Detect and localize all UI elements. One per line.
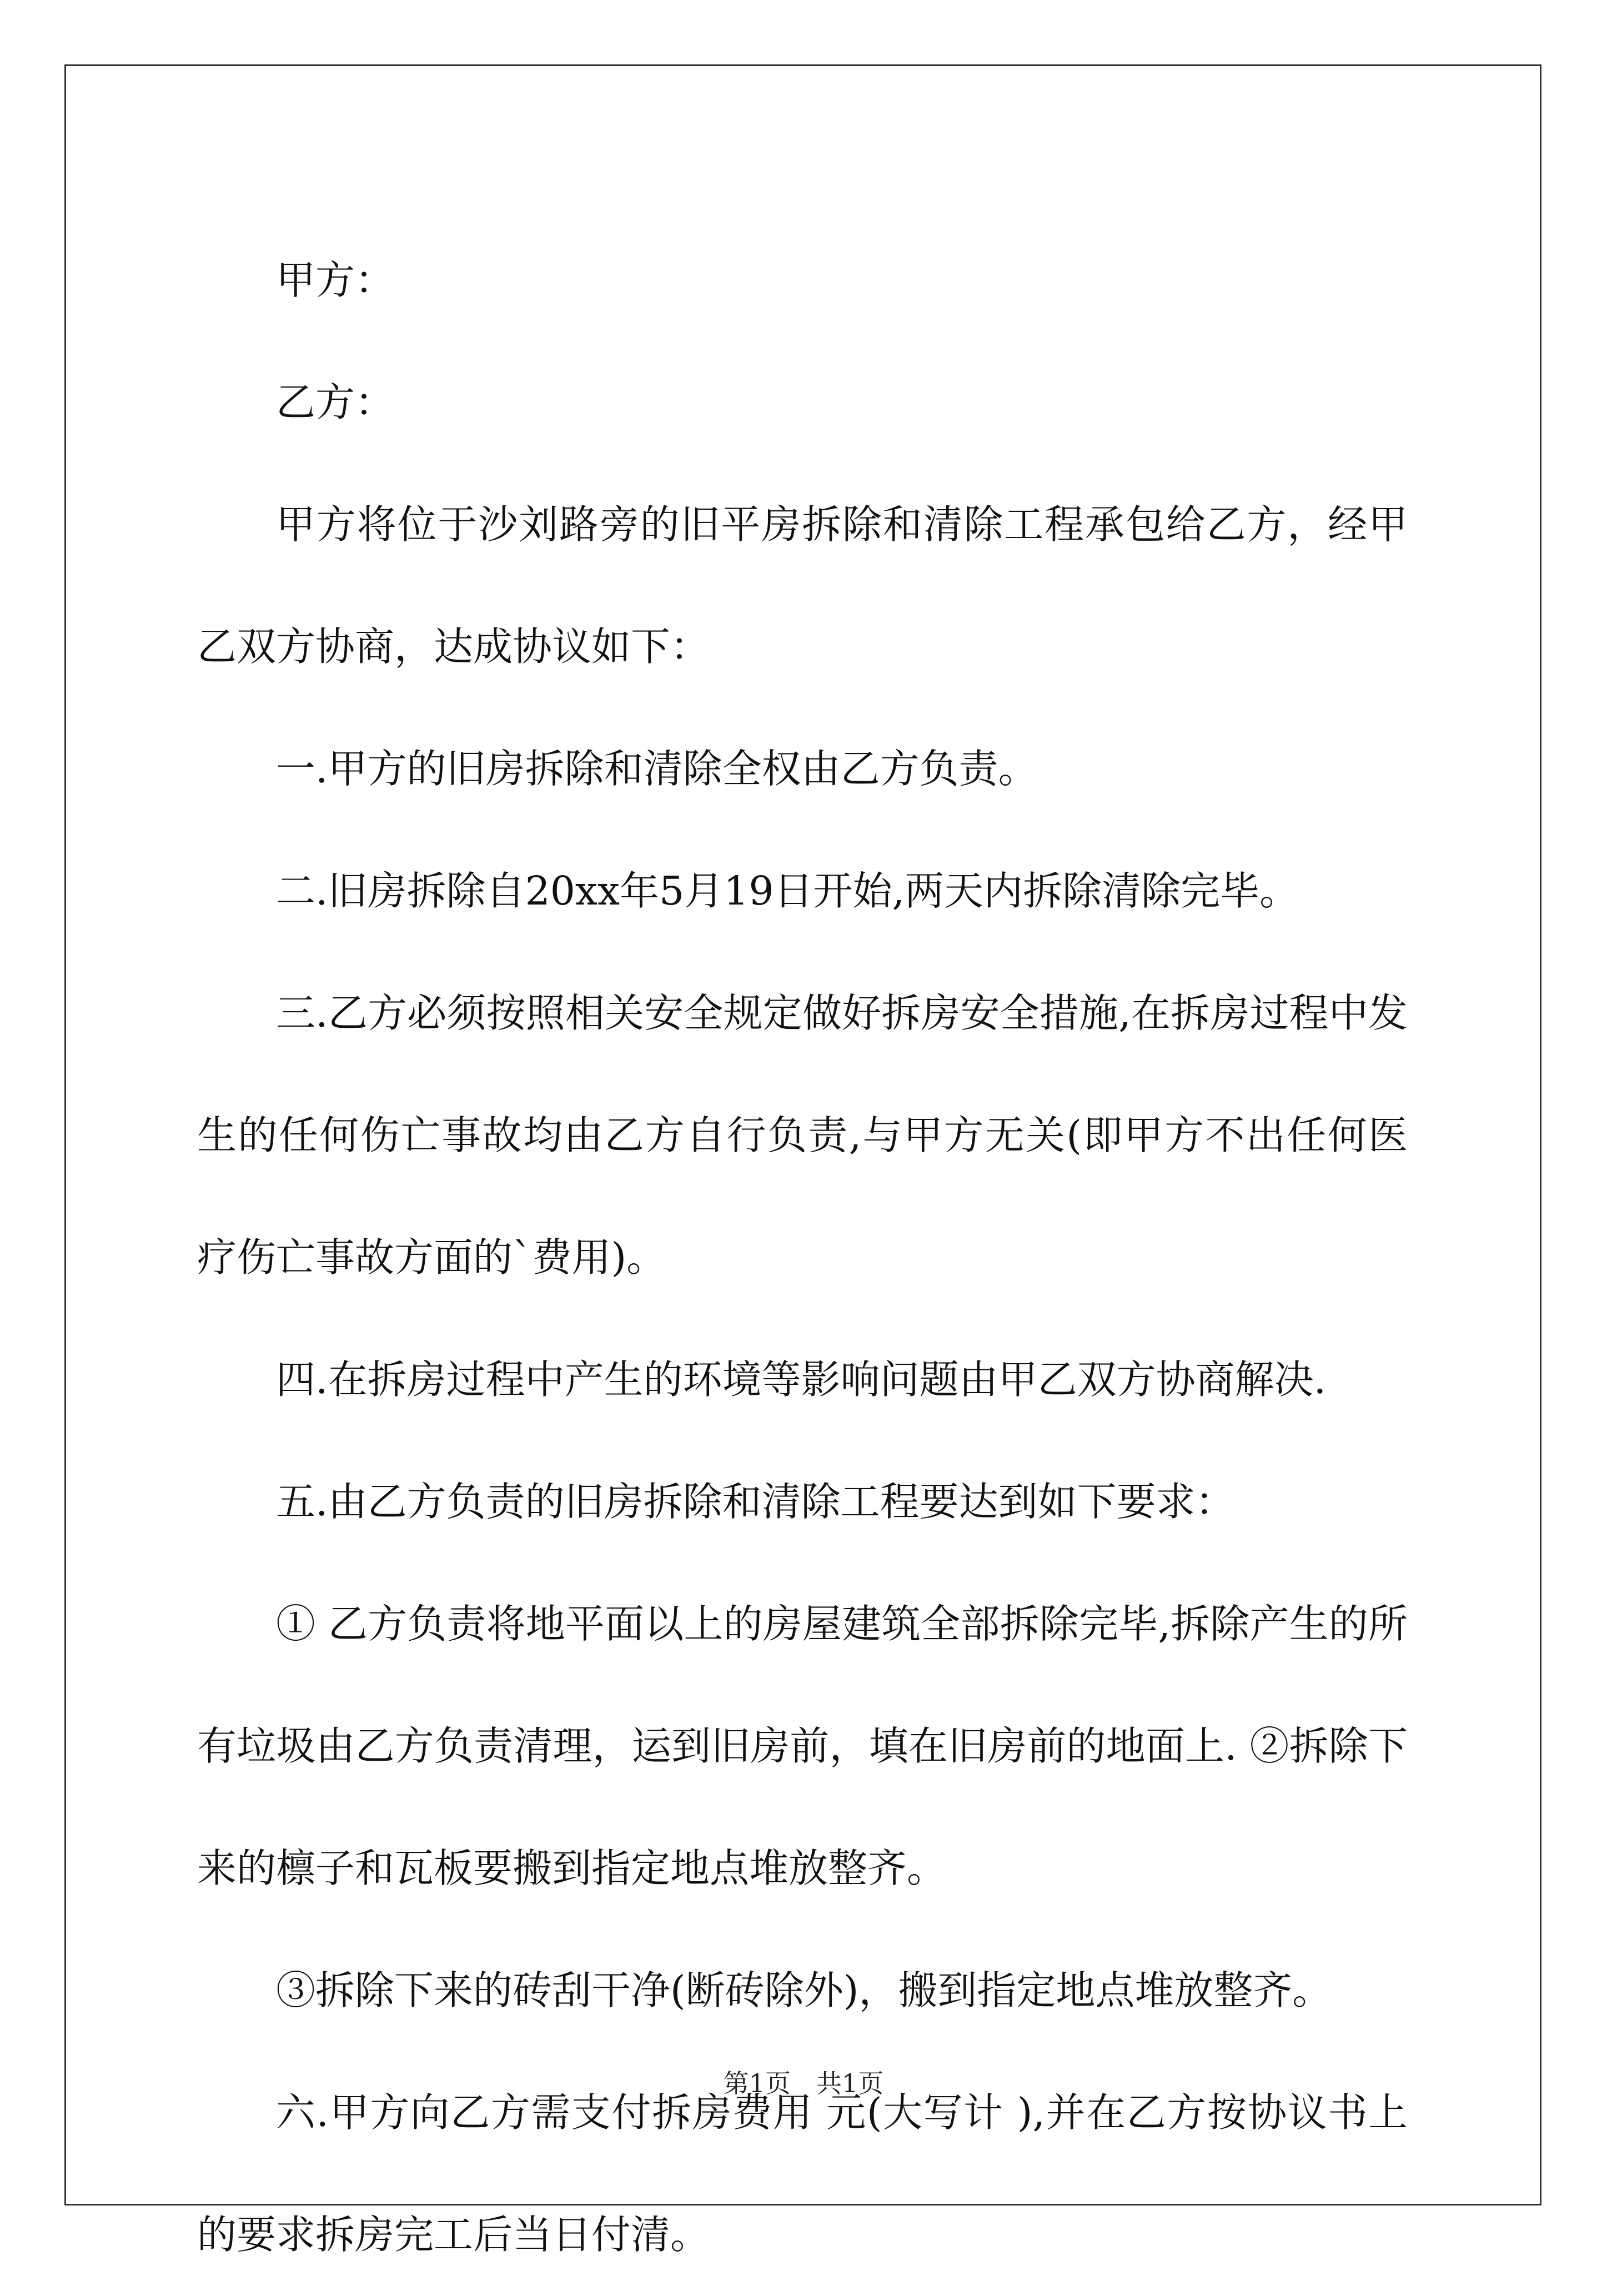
intro-paragraph: 甲方将位于沙刘路旁的旧平房拆除和清除工程承包给乙方，经甲乙双方协商，达成协议如下：: [197, 501, 1408, 670]
clause-2: 二.旧房拆除自20xx年5月19日开始,两天内拆除清除完毕。: [276, 868, 1299, 914]
requirement-3: ③拆除下来的砖刮干净(断砖除外)，搬到指定地点堆放整齐。: [276, 1967, 1332, 2013]
clause-6: 六.甲方向乙方需支付拆房费用 元(大写计 ),并在乙方按协议书上的要求拆房完工后当日付清。: [197, 2089, 1408, 2258]
requirement-1-2: ① 乙方负责将地平面以上的房屋建筑全部拆除完毕,拆除产生的所有垃圾由乙方负责清理，运到旧房前，填在旧房前的地面上. ②拆除下来的檩子和瓦板要搬到指定地点堆放整齐。: [197, 1601, 1408, 1891]
party-b-line: 乙方：: [276, 379, 395, 425]
clause-4: 四.在拆房过程中产生的环境等影响问题由甲乙双方协商解决.: [276, 1357, 1327, 1403]
document-body: [197, 219, 1408, 2296]
clause-5: 五.由乙方负责的旧房拆除和清除工程要达到如下要求：: [276, 1479, 1235, 1525]
clause-3: 三.乙方必须按照相关安全规定做好拆房安全措施,在拆房过程中发生的任何伤亡事故均由乙方自行负责,与甲方无关(即甲方不出任何医疗伤亡事故方面的`费用)。: [197, 990, 1408, 1280]
page-number: 第1页 共1页: [723, 2068, 884, 2098]
clause-1: 一.甲方的旧房拆除和清除全权由乙方负责。: [276, 746, 1038, 792]
party-a-line: 甲方：: [276, 257, 395, 303]
